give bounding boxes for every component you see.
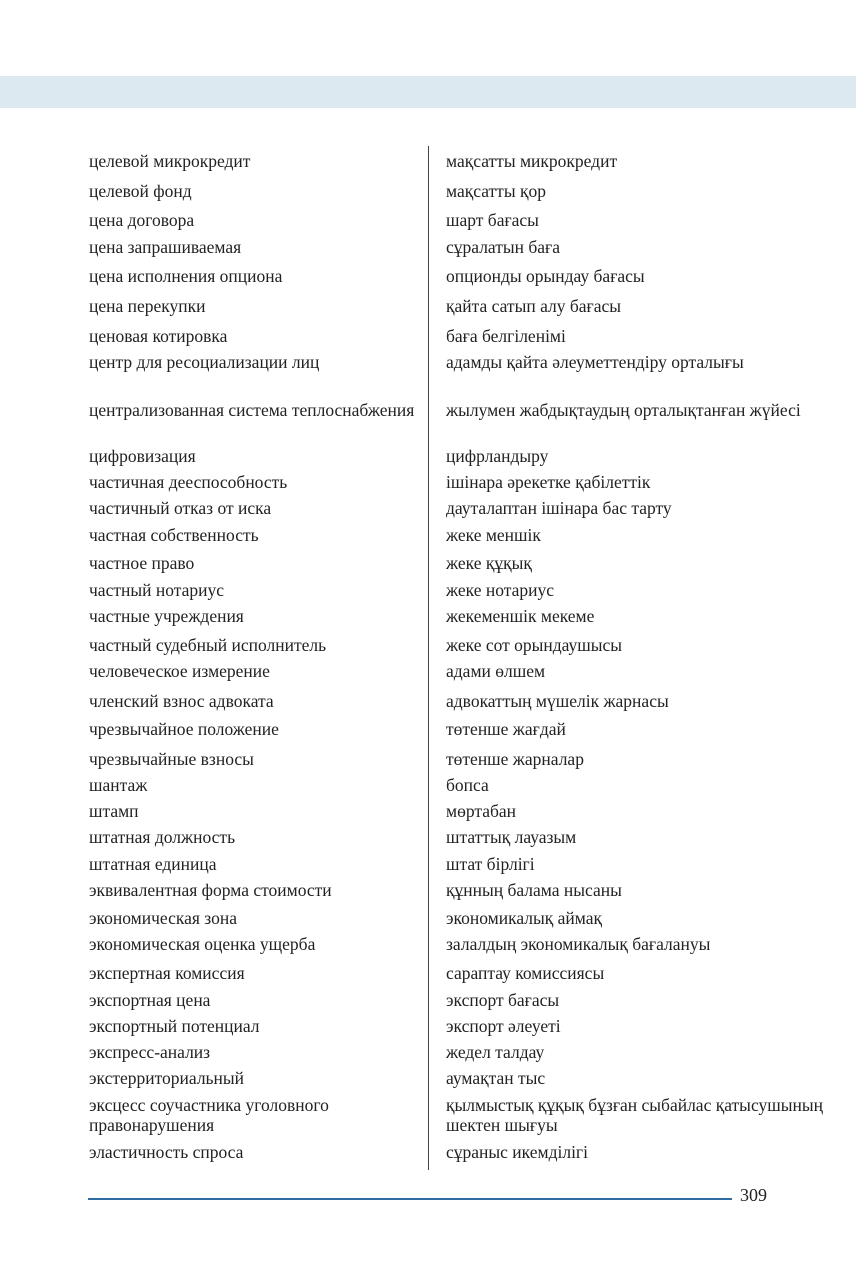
term-kazakh: бопса bbox=[446, 775, 489, 795]
term-russian: целевой микрокредит bbox=[89, 151, 251, 171]
term-kazakh: шарт бағасы bbox=[446, 210, 539, 230]
term-kazakh: ішінара әрекетке қабілеттік bbox=[446, 472, 651, 492]
term-russian: штамп bbox=[89, 801, 139, 821]
term-kazakh: адами өлшем bbox=[446, 661, 546, 681]
term-russian: цена перекупки bbox=[89, 296, 206, 316]
term-russian: частичный отказ от иска bbox=[89, 498, 272, 518]
term-russian: экспортный потенциал bbox=[89, 1016, 260, 1036]
term-russian: чрезвычайное положение bbox=[89, 719, 279, 739]
term-kazakh: мақсатты қор bbox=[446, 181, 546, 201]
term-kazakh: экспорт бағасы bbox=[446, 990, 560, 1010]
term-kazakh: сұраныс икемділігі bbox=[446, 1142, 588, 1162]
term-russian: частный судебный исполнитель bbox=[89, 635, 327, 655]
term-kazakh: жедел талдау bbox=[446, 1042, 545, 1062]
term-russian: эквивалентная форма стоимости bbox=[89, 880, 332, 900]
term-russian: штатная должность bbox=[89, 827, 236, 847]
term-russian: цифровизация bbox=[89, 446, 196, 466]
term-russian: цена исполнения опциона bbox=[89, 266, 283, 286]
term-russian: ценовая котировка bbox=[89, 326, 228, 346]
term-russian: частные учреждения bbox=[89, 606, 244, 626]
term-russian: частичная дееспособность bbox=[89, 472, 288, 492]
column-divider bbox=[428, 146, 429, 1170]
term-kazakh: жеке меншік bbox=[446, 525, 541, 545]
term-kazakh: жеке нотариус bbox=[446, 580, 554, 600]
term-kazakh: қылмыстық құқық бұзған сыбайлас қатысушының шектен шығуы bbox=[446, 1095, 823, 1135]
term-russian: экспресс-анализ bbox=[89, 1042, 211, 1062]
term-kazakh: жеке құқық bbox=[446, 553, 532, 573]
header-band bbox=[0, 76, 856, 108]
term-russian: частное право bbox=[89, 553, 195, 573]
term-kazakh: мөртабан bbox=[446, 801, 517, 821]
term-kazakh: штаттық лауазым bbox=[446, 827, 577, 847]
term-kazakh: дауталаптан ішінара бас тарту bbox=[446, 498, 672, 518]
term-kazakh: штат бірлігі bbox=[446, 854, 535, 874]
term-kazakh: экспорт әлеуеті bbox=[446, 1016, 561, 1036]
term-kazakh: жекеменшік мекеме bbox=[446, 606, 595, 626]
page-number: 309 bbox=[740, 1185, 767, 1205]
term-russian: эксцесс соучастника уголовного правонарушения bbox=[89, 1095, 329, 1135]
term-russian: шантаж bbox=[89, 775, 148, 795]
term-russian: цена запрашиваемая bbox=[89, 237, 242, 257]
term-kazakh: сараптау комиссиясы bbox=[446, 963, 605, 983]
term-russian: штатная единица bbox=[89, 854, 217, 874]
term-kazakh: залалдың экономикалық бағалануы bbox=[446, 934, 711, 954]
term-kazakh: аумақтан тыс bbox=[446, 1068, 546, 1088]
term-kazakh: төтенше жағдай bbox=[446, 719, 566, 739]
term-kazakh: адвокаттың мүшелік жарнасы bbox=[446, 691, 669, 711]
term-russian: частная собственность bbox=[89, 525, 259, 545]
term-kazakh: жылумен жабдықтаудың орталықтанған жүйесі bbox=[446, 400, 801, 420]
term-kazakh: мақсатты микрокредит bbox=[446, 151, 618, 171]
term-russian: централизованная система теплоснабжения bbox=[89, 400, 415, 420]
term-kazakh: опционды орындау бағасы bbox=[446, 266, 645, 286]
term-kazakh: баға белгіленімі bbox=[446, 326, 566, 346]
term-russian: экономическая зона bbox=[89, 908, 237, 928]
term-russian: цена договора bbox=[89, 210, 195, 230]
term-russian: эластичность спроса bbox=[89, 1142, 244, 1162]
term-russian: целевой фонд bbox=[89, 181, 192, 201]
term-kazakh: цифрландыру bbox=[446, 446, 549, 466]
term-kazakh: қайта сатып алу бағасы bbox=[446, 296, 621, 316]
term-russian: центр для ресоциализации лиц bbox=[89, 352, 320, 372]
term-russian: чрезвычайные взносы bbox=[89, 749, 254, 769]
term-kazakh: адамды қайта әлеуметтендіру орталығы bbox=[446, 352, 744, 372]
term-kazakh: жеке сот орындаушысы bbox=[446, 635, 623, 655]
footer-rule bbox=[88, 1198, 732, 1200]
term-kazakh: төтенше жарналар bbox=[446, 749, 584, 769]
term-kazakh: құнның балама нысаны bbox=[446, 880, 622, 900]
term-russian: экономическая оценка ущерба bbox=[89, 934, 316, 954]
term-russian: частный нотариус bbox=[89, 580, 224, 600]
term-russian: экспортная цена bbox=[89, 990, 211, 1010]
term-russian: членский взнос адвоката bbox=[89, 691, 274, 711]
term-kazakh: сұралатын баға bbox=[446, 237, 560, 257]
term-russian: человеческое измерение bbox=[89, 661, 270, 681]
term-russian: экспертная комиссия bbox=[89, 963, 245, 983]
term-russian: экстерриториальный bbox=[89, 1068, 245, 1088]
term-kazakh: экономикалық аймақ bbox=[446, 908, 602, 928]
